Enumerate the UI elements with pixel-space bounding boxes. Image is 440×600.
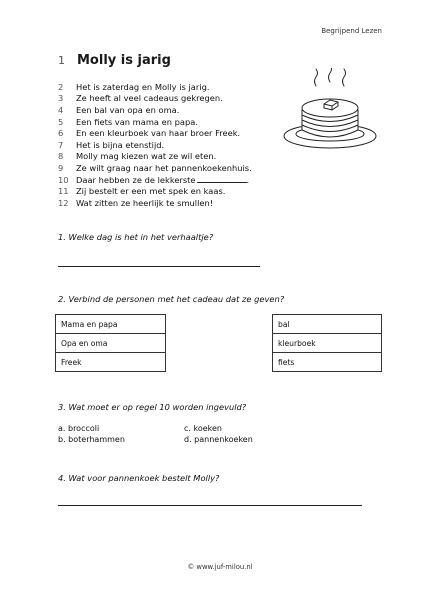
answer-option[interactable]: c. koeken bbox=[184, 424, 222, 433]
line-number: 6 bbox=[58, 128, 64, 139]
line-number: 5 bbox=[58, 116, 64, 127]
story-line-text bbox=[76, 117, 198, 127]
footer-copyright: © www.juf-milou.nl bbox=[187, 563, 253, 571]
gifts-table bbox=[272, 314, 382, 372]
worksheet-category: Begrijpend Lezen bbox=[321, 27, 382, 35]
answer-option[interactable]: d. pannenkoeken bbox=[184, 435, 253, 444]
story-line bbox=[58, 174, 298, 186]
line-number: 4 bbox=[58, 104, 64, 115]
pancake-stack-icon bbox=[280, 68, 380, 158]
table-row bbox=[56, 315, 166, 334]
story-line bbox=[58, 127, 298, 139]
question-2: 2. Verbind de personen met het cadeau dat ze geven? bbox=[58, 294, 285, 304]
table-row bbox=[273, 353, 382, 372]
story-sentence: Een bal van opa en oma. bbox=[76, 104, 180, 115]
person-cell[interactable]: Opa en oma bbox=[56, 334, 166, 353]
story-line-text bbox=[76, 128, 240, 138]
page-title: Molly is jarig bbox=[77, 53, 171, 68]
gift-cell[interactable]: fiets bbox=[273, 353, 382, 372]
story-line-text bbox=[76, 82, 209, 92]
line-number: 8 bbox=[58, 151, 64, 162]
line-number: 10 bbox=[58, 174, 69, 185]
story-line-text bbox=[76, 105, 179, 115]
story-line-text bbox=[76, 93, 223, 103]
story-line bbox=[58, 81, 298, 93]
story-sentence: Ze wilt graag naar het pannenkoekenhuis. bbox=[76, 162, 252, 173]
story-sentence: Een fiets van mama en papa. bbox=[76, 116, 198, 127]
line-number: 11 bbox=[58, 186, 69, 197]
story-sentence: Ze heeft al veel cadeaus gekregen. bbox=[76, 93, 223, 104]
question-4: 4. Wat voor pannenkoek bestelt Molly? bbox=[58, 473, 220, 483]
line-number: 9 bbox=[58, 162, 64, 173]
persons-table bbox=[55, 314, 166, 372]
story-line-text bbox=[76, 163, 252, 173]
answer-option[interactable]: b. boterhammen bbox=[58, 435, 125, 444]
story-sentence: En een kleurboek van haar broer Freek. bbox=[76, 128, 241, 139]
story-line-text bbox=[76, 186, 225, 196]
story-line bbox=[58, 104, 298, 116]
line-number: 7 bbox=[58, 139, 64, 150]
story-sentence: Zij bestelt er een met spek en kaas. bbox=[76, 186, 226, 197]
story-line bbox=[58, 139, 298, 151]
answer-line-4[interactable] bbox=[58, 505, 362, 506]
gift-cell[interactable]: kleurboek bbox=[273, 334, 382, 353]
table-row bbox=[56, 334, 166, 353]
story-line-text bbox=[76, 151, 216, 161]
story-line bbox=[58, 93, 298, 105]
story-line bbox=[58, 162, 298, 174]
sentence-end: . bbox=[246, 174, 250, 185]
person-cell[interactable]: Mama en papa bbox=[56, 315, 166, 334]
story-line bbox=[58, 151, 298, 163]
fill-in-blank[interactable] bbox=[197, 176, 247, 183]
story-line bbox=[58, 197, 298, 209]
line-number: 1 bbox=[58, 54, 65, 67]
table-row bbox=[273, 315, 382, 334]
line-number: 3 bbox=[58, 93, 64, 104]
story-line-text bbox=[76, 198, 213, 208]
answer-line-1[interactable] bbox=[58, 266, 260, 267]
question-1: 1. Welke dag is het in het verhaaltje? bbox=[58, 232, 214, 242]
gift-cell[interactable]: bal bbox=[273, 315, 382, 334]
line-number: 12 bbox=[58, 197, 69, 208]
story-sentence: Het is zaterdag en Molly is jarig. bbox=[76, 81, 210, 92]
line-number: 2 bbox=[58, 81, 64, 92]
story-line-text bbox=[76, 175, 249, 185]
answer-option[interactable]: a. broccoli bbox=[58, 424, 100, 433]
story-title bbox=[58, 53, 171, 68]
story-sentence: Het is bijna etenstijd. bbox=[76, 139, 165, 150]
story-line bbox=[58, 116, 298, 128]
story-sentence: Molly mag kiezen wat ze wil eten. bbox=[76, 151, 217, 162]
story-text bbox=[58, 81, 298, 209]
story-sentence: Daar hebben ze de lekkerste bbox=[76, 174, 196, 185]
story-sentence: Wat zitten ze heerlijk te smullen! bbox=[76, 197, 214, 208]
multiple-choice-options bbox=[58, 424, 308, 444]
table-row bbox=[273, 334, 382, 353]
table-row bbox=[56, 353, 166, 372]
story-line-text bbox=[76, 140, 164, 150]
story-line bbox=[58, 185, 298, 197]
question-3: 3. Wat moet er op regel 10 worden ingevuld? bbox=[58, 402, 247, 412]
person-cell[interactable]: Freek bbox=[56, 353, 166, 372]
